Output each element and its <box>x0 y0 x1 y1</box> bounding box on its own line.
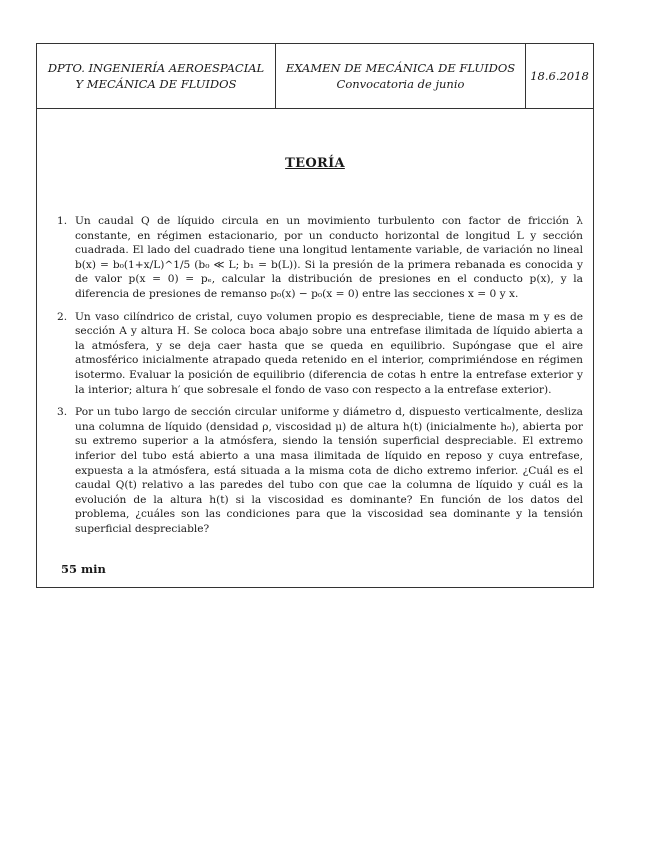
question-item <box>57 310 583 398</box>
question-number: 3. <box>57 406 68 419</box>
exam-duration: 55 min <box>61 562 106 576</box>
question-item <box>57 405 583 536</box>
question-list <box>57 214 583 544</box>
exam-subtitle: Convocatoria de junio <box>336 77 465 91</box>
exam-date: 18.6.2018 <box>530 69 589 83</box>
exam-title: EXAMEN DE MECÁNICA DE FLUIDOS <box>285 61 516 75</box>
question-text: Un vaso cilíndrico de cristal, cuyo volumen propio es despreciable, tiene de masa m y es de sección A y altura H. Se coloca boca abajo sobre una entrefase ilimitada de líquido abierta a la atmósfera, y se deja caer hasta que se queda en equilibrio. Supóngase que el aire atmosférico inicialmente atrapado queda retenido en el interior, comprimiéndose en régimen isotermo. Evaluar la posición de equilibrio (diferencia de cotas h entre la entrefase exterior y la interior; altura h′ que sobresale el fondo de vaso con respecto a la entrefase exterior). <box>75 310 583 396</box>
section-title: TEORÍA <box>285 156 345 171</box>
department-line-2: Y MECÁNICA DE FLUIDOS <box>75 77 237 91</box>
question-number: 1. <box>57 215 68 227</box>
exam-header <box>37 44 593 109</box>
question-text: Por un tubo largo de sección circular uniforme y diámetro d, dispuesto verticalmente, desliza una columna de líquido (densidad ρ, viscosidad μ) de altura h(t) (inicialmente h₀), abierta por su extremo superior a la atmósfera, siendo la tensión superficial despreciable. El extremo inferior del tubo está abierto a una masa ilimitada de líquido en reposo y cuya entrefase, expuesta a la atmósfera, está situada a la misma cota de dicho extremo inferior. ¿Cuál es el caudal Q(t) relativo a las paredes del tubo con que cae la columna de líquido y cuál es la evolución de la altura h(t) si la viscosidad es dominante? En función de los datos del problema, ¿cuáles son las condiciones para que la viscosidad sea dominante y la tensión superficial despreciable? <box>75 406 583 535</box>
question-text: Un caudal Q de líquido circula en un movimiento turbulento con factor de fricción λ constante, en régimen estacionario, por un conducto horizontal de longitud L y sección cuadrada. El lado del cuadrado tiene una longitud lentamente variable, de variación no lineal b(x) = b₀(1+x/L)^1/5 (b₀ ≪ L; b₁ = b(L)). Si la presión de la primera rebanada es conocida y de valor p(x = 0) = pₑ, calcular la distribución de presiones en el conducto p(x), y la diferencia de presiones de remanso p₀(x) − p₀(x = 0) entre las secciones x = 0 y x. <box>75 215 583 300</box>
question-item <box>57 214 583 302</box>
exam-frame <box>36 43 594 588</box>
department-line-1: DPTO. INGENIERÍA AEROESPACIAL <box>47 61 265 75</box>
date-cell <box>526 44 593 108</box>
exam-title-cell <box>276 44 526 108</box>
department-cell <box>37 44 276 108</box>
question-number: 2. <box>57 310 68 323</box>
